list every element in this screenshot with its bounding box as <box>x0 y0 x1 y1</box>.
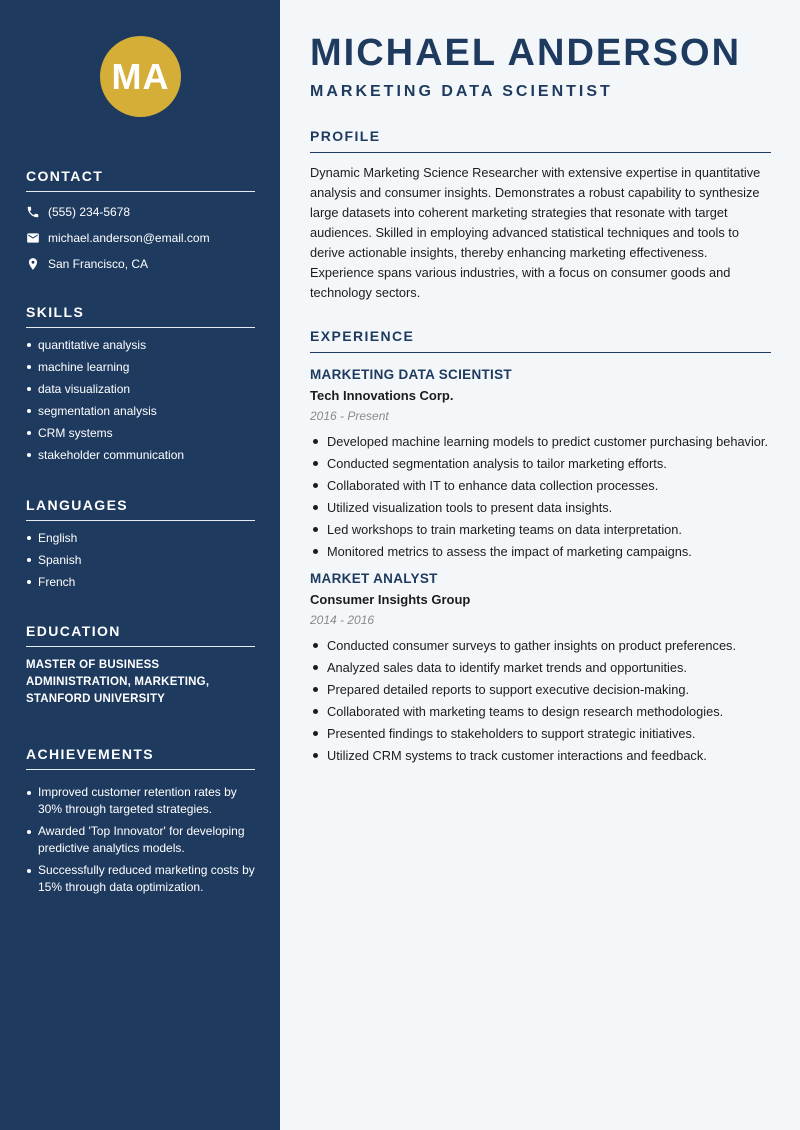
job-bullet: Conducted segmentation analysis to tailor marketing efforts. <box>310 456 771 471</box>
job-bullet: Utilized visualization tools to present data insights. <box>310 500 771 515</box>
experience-section <box>310 328 771 770</box>
job-bullet: Utilized CRM systems to track customer interactions and feedback. <box>310 748 771 763</box>
job-bullet: Led workshops to train marketing teams on data interpretation. <box>310 522 771 537</box>
language-item: French <box>26 575 255 589</box>
languages-list <box>26 531 255 589</box>
contact-phone[interactable] <box>26 203 255 220</box>
email-text: michael.anderson@email.com <box>48 230 210 245</box>
job-entry <box>310 571 771 763</box>
language-item: Spanish <box>26 553 255 567</box>
achievement-item: Successfully reduced marketing costs by 15% through data optimization. <box>26 862 255 896</box>
location-text: San Francisco, CA <box>48 256 149 271</box>
job-bullet: Analyzed sales data to identify market trends and opportunities. <box>310 660 771 675</box>
contact-section <box>26 168 255 272</box>
education-section <box>26 623 255 708</box>
job-dates: 2016 - Present <box>310 409 389 423</box>
candidate-role: MARKETING DATA SCIENTIST <box>310 83 613 100</box>
job-title: MARKETING DATA SCIENTIST <box>310 367 512 382</box>
achievement-item: Improved customer retention rates by 30% through targeted strategies. <box>26 784 255 818</box>
experience-heading: EXPERIENCE <box>310 328 771 353</box>
skill-item: stakeholder communication <box>26 448 255 462</box>
contact-heading: CONTACT <box>26 168 255 192</box>
job-company: Tech Innovations Corp. <box>310 388 454 403</box>
languages-heading: LANGUAGES <box>26 497 255 521</box>
phone-text: (555) 234-5678 <box>48 204 131 219</box>
education-heading: EDUCATION <box>26 623 255 647</box>
job-bullet: Monitored metrics to assess the impact of marketing campaigns. <box>310 544 771 559</box>
skill-item: quantitative analysis <box>26 338 255 352</box>
achievements-list <box>26 784 255 896</box>
phone-icon <box>26 205 40 219</box>
skills-heading: SKILLS <box>26 304 255 328</box>
contact-location <box>26 255 255 272</box>
achievements-section <box>26 746 255 901</box>
job-bullet: Collaborated with IT to enhance data collection processes. <box>310 478 771 493</box>
job-company: Consumer Insights Group <box>310 592 471 607</box>
email-icon <box>26 231 40 245</box>
job-bullet: Presented findings to stakeholders to support strategic initiatives. <box>310 726 771 741</box>
location-pin-icon <box>26 257 40 271</box>
contact-email[interactable] <box>26 229 255 246</box>
job-bullet: Developed machine learning models to predict customer purchasing behavior. <box>310 434 771 449</box>
skill-item: segmentation analysis <box>26 404 255 418</box>
achievement-item: Awarded 'Top Innovator' for developing predictive analytics models. <box>26 823 255 857</box>
avatar-initials: MA <box>111 55 170 97</box>
languages-section <box>26 497 255 597</box>
job-bullets <box>310 638 771 763</box>
contact-list <box>26 203 255 272</box>
job-bullet: Collaborated with marketing teams to design research methodologies. <box>310 704 771 719</box>
sidebar <box>0 0 280 1130</box>
skill-item: machine learning <box>26 360 255 374</box>
profile-heading: PROFILE <box>310 128 771 153</box>
skill-item: CRM systems <box>26 426 255 440</box>
job-bullet: Conducted consumer surveys to gather insights on product preferences. <box>310 638 771 653</box>
education-degree: MASTER OF BUSINESS ADMINISTRATION, MARKETING, STANFORD UNIVERSITY <box>26 659 210 705</box>
job-bullet: Prepared detailed reports to support executive decision-making. <box>310 682 771 697</box>
job-title: MARKET ANALYST <box>310 571 438 586</box>
achievements-heading: ACHIEVEMENTS <box>26 746 255 770</box>
profile-section <box>310 128 771 303</box>
skill-item: data visualization <box>26 382 255 396</box>
job-dates: 2014 - 2016 <box>310 613 375 627</box>
profile-text: Dynamic Marketing Science Researcher with extensive expertise in quantitative analysis and consumer insights. Demonstrates a robust capability to synthesize large datasets into coherent marketing strategies that resonate with target audiences. Skilled in employing advanced statistical techniques and tools to derive actionable insights, thereby enhancing marketing effectiveness. Experience spans various industries, with a focus on consumer goods and technology sectors. <box>310 165 761 300</box>
job-bullets <box>310 434 771 559</box>
skills-list <box>26 338 255 462</box>
language-item: English <box>26 531 255 545</box>
candidate-name: MICHAEL ANDERSON <box>310 32 742 74</box>
skills-section <box>26 304 255 470</box>
avatar <box>100 36 181 117</box>
job-entry <box>310 367 771 559</box>
